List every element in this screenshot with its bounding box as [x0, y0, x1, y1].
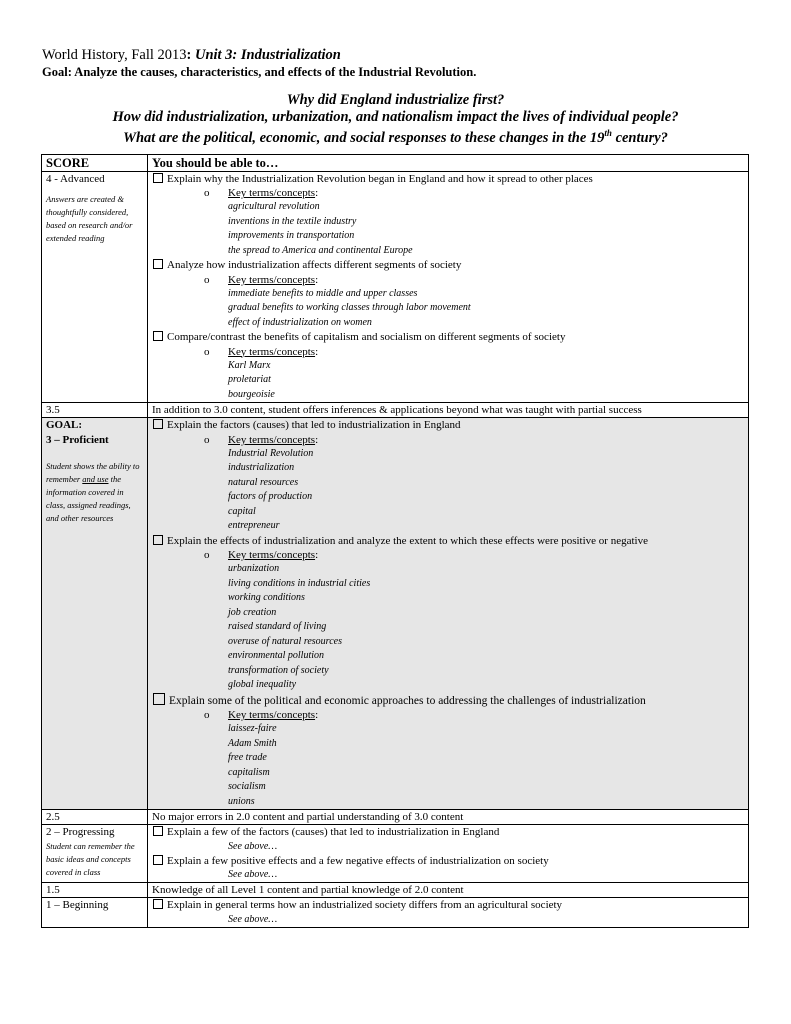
level-3-5-label: 3.5 — [42, 403, 148, 418]
level-3-5-text: In addition to 3.0 content, student offers inferences & applications beyond what was taught with partial success — [148, 403, 749, 418]
level-3-5-row — [42, 403, 749, 418]
objective-text: Analyze how industrialization affects different segments of society — [167, 259, 462, 272]
level-4-row — [42, 172, 749, 403]
level-3-desc-underline: and use — [82, 473, 109, 484]
objective-text: Explain why the Industrialization Revolution began in England and how it spread to other places — [167, 173, 593, 185]
key-term: urbanization — [228, 563, 280, 575]
key-term: socialism — [228, 781, 266, 793]
objective-text: Explain in general terms how an industrialized society differs from an agricultural society — [167, 899, 563, 912]
key-term: capitalism — [228, 766, 270, 778]
level-2-5-row — [42, 810, 749, 825]
key-term: immediate benefits to middle and upper classes — [228, 287, 418, 299]
key-terms-heading — [204, 548, 744, 562]
level-3-score-cell — [42, 418, 148, 810]
see-above-note: See above… — [228, 913, 278, 925]
key-terms-colon: : — [315, 433, 319, 446]
see-above-note: See above… — [228, 868, 278, 880]
objective-item — [152, 330, 744, 344]
level-3-row — [42, 418, 749, 810]
essential-questions — [0, 92, 791, 146]
level-4-label: 4 - Advanced — [46, 173, 105, 185]
checkbox-icon — [153, 173, 163, 183]
key-terms-label: Key terms/concepts — [228, 273, 316, 286]
checkbox-icon — [153, 331, 163, 341]
key-term: job creation — [228, 606, 277, 618]
key-term: raised standard of living — [228, 621, 327, 633]
key-term: natural resources — [228, 476, 299, 488]
level-3-description — [46, 460, 143, 525]
level-1-items — [148, 898, 749, 927]
bullet-o-icon: o — [204, 708, 210, 721]
checkbox-icon — [153, 899, 163, 909]
key-term: free trade — [228, 752, 267, 764]
key-term: inventions in the textile industry — [228, 215, 357, 227]
level-1-5-label: 1.5 — [42, 883, 148, 898]
bullet-o-icon: o — [204, 273, 210, 286]
key-term: Adam Smith — [228, 737, 277, 749]
objective-text: Explain the factors (causes) that led to industrialization in England — [167, 419, 461, 432]
key-terms-colon: : — [315, 345, 319, 358]
key-terms-heading — [204, 708, 744, 722]
score-header: SCORE — [42, 155, 148, 172]
course-name: World History, Fall 2013 — [42, 47, 187, 63]
question-1: Why did England industrialize first? — [286, 92, 505, 108]
key-term: living conditions in industrial cities — [228, 577, 371, 589]
level-2-row — [42, 825, 749, 883]
key-term: factors of production — [228, 491, 313, 503]
key-terms-heading — [204, 186, 744, 200]
level-1-row — [42, 898, 749, 927]
objective-item — [152, 825, 744, 839]
key-term: Industrial Revolution — [228, 447, 314, 459]
level-4-description: Answers are created & thoughtfully considered, based on research and/or extended reading — [46, 194, 133, 244]
question-3 — [0, 125, 791, 146]
checkbox-icon — [153, 855, 163, 865]
level-4-items — [148, 172, 749, 403]
table-header-row — [42, 155, 749, 172]
key-terms-colon: : — [315, 187, 319, 200]
key-term: the spread to America and continental Europe — [228, 244, 413, 256]
level-2-score-cell — [42, 825, 148, 883]
unit-title: Unit 3: Industrialization — [194, 47, 341, 63]
objective-item — [152, 854, 744, 868]
bullet-o-icon: o — [204, 433, 210, 446]
level-2-label: 2 – Progressing — [46, 826, 115, 839]
objective-text: Explain a few positive effects and a few negative effects of industrialization on society — [167, 854, 549, 867]
key-term: industrialization — [228, 462, 295, 474]
key-term: gradual benefits to working classes through labor movement — [228, 302, 471, 314]
bullet-o-icon: o — [204, 345, 210, 358]
objective-item — [152, 418, 744, 432]
key-terms-label: Key terms/concepts — [228, 187, 316, 200]
key-term: global inequality — [228, 679, 297, 691]
key-terms-heading — [204, 345, 744, 359]
key-term: unions — [228, 795, 255, 807]
level-2-description: Student can remember the basic ideas and concepts covered in class — [46, 840, 135, 877]
key-term: proletariat — [228, 374, 271, 386]
key-term: overuse of natural resources — [228, 635, 342, 647]
key-terms-colon: : — [315, 708, 319, 721]
key-term: agricultural revolution — [228, 201, 320, 213]
checkbox-icon — [153, 535, 163, 545]
level-2-5-label: 2.5 — [42, 810, 148, 825]
key-term: bourgeoisie — [228, 388, 275, 400]
key-terms-colon: : — [315, 273, 319, 286]
checkbox-icon — [153, 826, 163, 836]
checkbox-icon — [153, 259, 163, 269]
key-term: laissez-faire — [228, 723, 277, 735]
level-4-score-cell — [42, 172, 148, 403]
checkbox-icon — [153, 419, 163, 429]
question-3-text: What are the political, economic, and social responses to these changes in the 19 — [123, 129, 605, 146]
level-1-5-text: Knowledge of all Level 1 content and partial knowledge of 2.0 content — [148, 883, 749, 898]
bullet-o-icon: o — [204, 187, 210, 200]
objective-text: Explain some of the political and economic approaches to addressing the challenges of industrialization — [169, 694, 646, 707]
objective-item — [152, 693, 744, 708]
objective-item — [152, 898, 744, 912]
objective-text: Explain a few of the factors (causes) that led to industrialization in England — [167, 826, 500, 839]
key-terms-colon: : — [315, 549, 319, 562]
objective-text: Compare/contrast the benefits of capitalism and socialism on different segments of society — [167, 331, 566, 344]
key-term: effect of industrialization on women — [228, 316, 372, 328]
objective-item — [152, 258, 744, 272]
course-title: World History, Fall 2013: Unit 3: Industrialization — [42, 47, 341, 63]
key-term: Karl Marx — [228, 359, 271, 371]
see-above-note: See above… — [228, 840, 278, 852]
level-1-5-row — [42, 883, 749, 898]
goal-statement: Goal: Analyze the causes, characteristics, and effects of the Industrial Revolution. — [42, 65, 477, 79]
level-3-items — [148, 418, 749, 810]
objective-item — [152, 172, 744, 186]
key-terms-label: Key terms/concepts — [228, 345, 316, 358]
able-header: You should be able to… — [148, 155, 749, 172]
level-2-items — [148, 825, 749, 883]
key-term: improvements in transportation — [228, 230, 355, 242]
key-term: entrepreneur — [228, 520, 280, 532]
level-2-5-text: No major errors in 2.0 content and partial understanding of 3.0 content — [148, 810, 749, 825]
level-3-label: 3 – Proficient — [46, 433, 109, 446]
key-terms-label: Key terms/concepts — [228, 433, 316, 446]
checkbox-icon — [153, 693, 165, 705]
objective-text: Explain the effects of industrialization and analyze the extent to which these effects were positive or negative — [167, 534, 648, 547]
key-terms-heading — [204, 273, 744, 287]
level-1-label: 1 – Beginning — [42, 898, 148, 927]
level-3-desc-pre: Student shows the ability to remember — [46, 460, 140, 484]
scoring-rubric-table — [41, 154, 749, 928]
key-term: environmental pollution — [228, 650, 325, 662]
key-terms-heading — [204, 433, 744, 447]
key-term: capital — [228, 505, 256, 517]
question-3-sup: th — [604, 128, 612, 138]
goal-label: GOAL: — [46, 419, 83, 432]
objective-item — [152, 534, 744, 548]
level-3-desc-post: the information covered in class, assigned readings, and other resources — [46, 473, 131, 523]
bullet-o-icon: o — [204, 549, 210, 562]
key-terms-label: Key terms/concepts — [228, 549, 316, 562]
key-terms-label: Key terms/concepts — [228, 708, 316, 721]
question-3-end: century? — [611, 129, 668, 146]
key-term: transformation of society — [228, 664, 329, 676]
key-term: working conditions — [228, 592, 305, 604]
question-2: How did industrialization, urbanization, and nationalism impact the lives of individual people? — [112, 108, 679, 125]
